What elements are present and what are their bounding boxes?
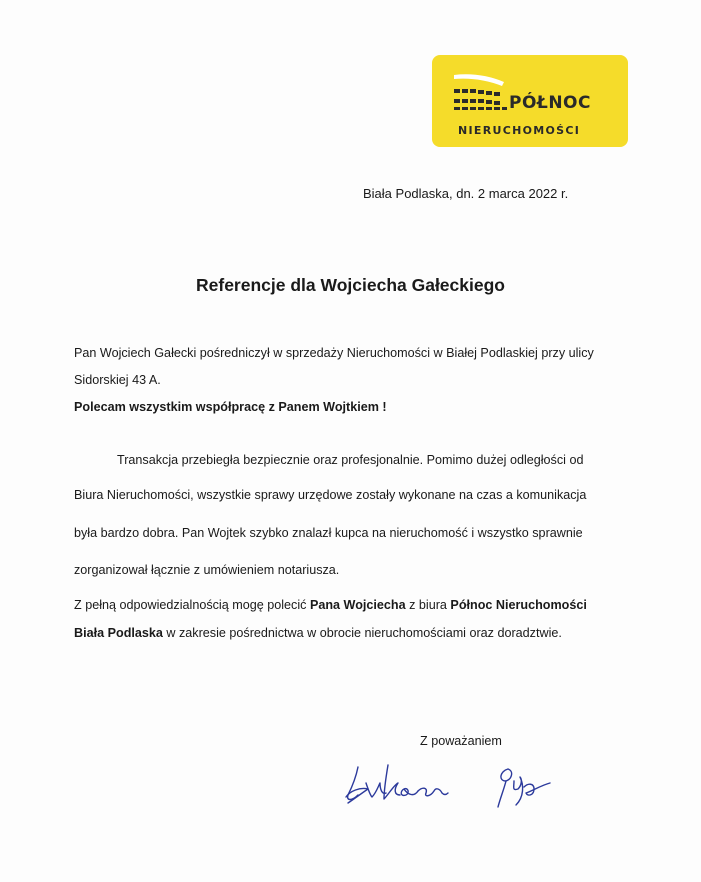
p3-text-f: w zakresie pośrednictwa w obrocie nieruchomościami oraz doradztwie. xyxy=(162,626,562,640)
handwritten-signature xyxy=(338,755,578,815)
recommendation-line: Polecam wszystkim współpracę z Panem Wojtkiem ! xyxy=(74,400,387,414)
title-text: Referencje dla Wojciecha Gałeckiego xyxy=(196,275,505,295)
paragraph2-line3: była bardzo dobra. Pan Wojtek szybko znalazł kupca na nieruchomość i wszystko sprawnie xyxy=(74,526,583,540)
p3-company: Północ Nieruchomości xyxy=(450,598,587,612)
paragraph2-line1: Transakcja przebiegła bezpiecznie oraz profesjonalnie. Pomimo dużej odległości od xyxy=(117,453,584,467)
paragraph2-line2: Biura Nieruchomości, wszystkie sprawy urzędowe zostały wykonane na czas a komunikacja xyxy=(74,488,587,502)
p3-text-a: Z pełną odpowiedzialnością mogę polecić xyxy=(74,598,310,612)
paragraph3-line1 xyxy=(74,598,587,612)
p3-text-c: z biura xyxy=(405,598,451,612)
logo-text-nieruchomosci: NIERUCHOMOŚCI xyxy=(458,124,581,137)
paragraph2-line4: zorganizował łącznie z umówieniem notariusza. xyxy=(74,563,340,577)
paragraph3-line2 xyxy=(74,626,562,640)
letter-title xyxy=(0,275,701,296)
p3-city: Biała Podlaska xyxy=(74,626,163,640)
letter-date: Biała Podlaska, dn. 2 marca 2022 r. xyxy=(363,186,569,201)
paragraph1-line2: Sidorskiej 43 A. xyxy=(74,373,161,387)
closing-greeting: Z poważaniem xyxy=(420,734,502,748)
paragraph1-line1: Pan Wojciech Gałecki pośredniczył w sprzedaży Nieruchomości w Białej Podlaskiej przy ulicy xyxy=(74,346,594,360)
p3-name: Pana Wojciecha xyxy=(309,598,406,612)
logo-text-polnoc: PÓŁNOC xyxy=(509,93,591,113)
